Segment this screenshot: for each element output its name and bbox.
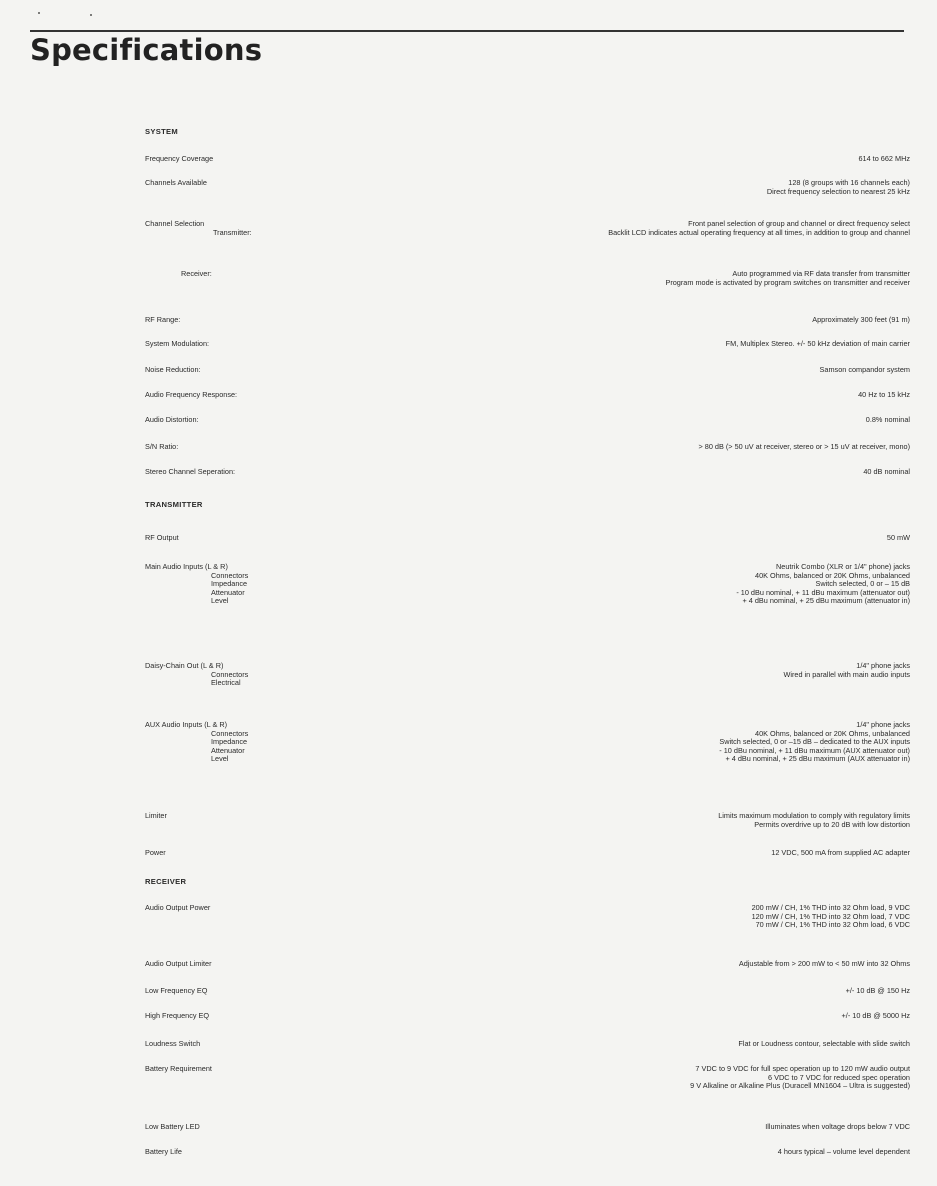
spec-sublabel-line: Connectors xyxy=(211,570,249,580)
spec-value-line: Auto programmed via RF data transfer from transmitter xyxy=(732,269,910,278)
spec-value-line: Program mode is activated by program switches on transmitter and receiver xyxy=(665,277,910,287)
spec-label-line: Audio Frequency Response: xyxy=(145,390,238,399)
spec-value-line: 1/4" phone jacks xyxy=(856,661,910,670)
spec-value xyxy=(690,1065,910,1091)
spec-value xyxy=(738,1040,910,1049)
spec-sublabel-line: Level xyxy=(211,754,229,764)
spec-value-line: Permits overdrive up to 20 dB with low distortion xyxy=(754,819,910,829)
spec-value-line: +/- 10 dB @ 150 Hz xyxy=(845,986,910,995)
spec-sublabel-line: Attenuator xyxy=(211,587,245,597)
spec-label xyxy=(145,391,237,400)
spec-label-line: Loudness Switch xyxy=(145,1039,201,1048)
spec-value xyxy=(783,662,910,679)
spec-value xyxy=(771,849,910,858)
spec-value xyxy=(812,316,910,325)
spec-sublabel-line: Transmitter: xyxy=(213,227,252,237)
spec-label-line: System Modulation: xyxy=(145,339,210,348)
page-title: Specifications xyxy=(30,33,263,67)
spec-label-line: Battery Requirement xyxy=(145,1064,212,1073)
spec-value xyxy=(778,1148,910,1157)
spec-value-line: 9 V Alkaline or Alkaline Plus (Duracell MN1604 – Ultra is suggested) xyxy=(690,1081,910,1091)
spec-value-line: Samson compandor system xyxy=(819,365,910,374)
spec-label xyxy=(145,849,166,858)
spec-label xyxy=(145,1148,182,1157)
spec-value-line: 120 mW / CH, 1% THD into 32 Ohm load, 7 VDC xyxy=(751,911,910,921)
spec-label xyxy=(145,721,248,764)
spec-value-line: +/- 10 dB @ 5000 Hz xyxy=(841,1011,910,1020)
spec-value xyxy=(767,179,910,196)
spec-value-line: 50 mW xyxy=(886,533,910,542)
spec-value-line: Switch selected, 0 or –15 dB – dedicated to the AUX inputs xyxy=(719,737,910,747)
spec-value xyxy=(719,721,910,764)
spec-value-line: + 4 dBu nominal, + 25 dBu maximum (AUX attenuator in) xyxy=(725,754,910,764)
section-heading: SYSTEM xyxy=(145,127,179,136)
spec-value-line: Wired in parallel with main audio inputs xyxy=(783,669,910,679)
spec-value-line: 40K Ohms, balanced or 20K Ohms, unbalanced xyxy=(755,728,910,738)
spec-label xyxy=(145,1012,209,1021)
spec-label xyxy=(145,443,178,452)
spec-label-line: Main Audio Inputs (L & R) xyxy=(145,562,228,571)
spec-label-line: Audio Distortion: xyxy=(145,415,199,424)
spec-value-line: 12 VDC, 500 mA from supplied AC adapter xyxy=(771,848,910,857)
section-heading: TRANSMITTER xyxy=(145,500,203,509)
spec-label xyxy=(145,366,201,375)
spec-label xyxy=(145,468,235,477)
spec-value-line: Front panel selection of group and channel or direct frequency select xyxy=(688,219,910,228)
spec-label xyxy=(145,1065,212,1074)
spec-value-line: Approximately 300 feet (91 m) xyxy=(812,315,910,324)
spec-value-line: 614 to 662 MHz xyxy=(858,154,910,163)
spec-value xyxy=(752,904,910,930)
spec-label-line: High Frequency EQ xyxy=(145,1011,210,1020)
spec-value xyxy=(698,443,910,452)
spec-label-line: Daisy-Chain Out (L & R) xyxy=(145,661,224,670)
spec-value xyxy=(765,1123,910,1132)
header-rule xyxy=(30,30,904,32)
spec-sublabel-line: Level xyxy=(211,596,229,606)
spec-label xyxy=(145,563,248,606)
spec-value-line: 200 mW / CH, 1% THD into 32 Ohm load, 9 VDC xyxy=(751,903,910,912)
spec-label xyxy=(145,155,213,164)
spec-sublabel-line: Electrical xyxy=(211,678,241,688)
spec-label xyxy=(145,179,207,188)
spec-label-line: Noise Reduction: xyxy=(145,365,201,374)
spec-label-line: Limiter xyxy=(145,811,167,820)
spec-label-line: RF Range: xyxy=(145,315,181,324)
spec-value xyxy=(739,960,910,969)
spec-value-line: 40K Ohms, balanced or 20K Ohms, unbalanced xyxy=(755,570,910,580)
spec-value xyxy=(846,987,910,996)
spec-value xyxy=(726,340,910,349)
spec-value xyxy=(858,391,910,400)
spec-value-line: Direct frequency selection to nearest 25 kHz xyxy=(766,186,910,196)
spec-label-line: Channels Available xyxy=(145,178,207,187)
spec-label xyxy=(145,340,209,349)
spec-label xyxy=(145,316,180,325)
spec-value-line: FM, Multiplex Stereo. +/- 50 kHz deviation of main carrier xyxy=(725,339,910,348)
spec-value xyxy=(718,812,910,829)
spec-value xyxy=(858,155,910,164)
spec-sublabel-line: Attenuator xyxy=(211,745,245,755)
spec-value-line: 40 Hz to 15 kHz xyxy=(858,390,910,399)
spec-label-line: Power xyxy=(145,848,166,857)
spec-value-line: - 10 dBu nominal, + 11 dBu maximum (attenuator out) xyxy=(736,587,910,597)
spec-label-line: Stereo Channel Seperation: xyxy=(145,467,236,476)
spec-sublabel-line: Connectors xyxy=(211,669,249,679)
spec-label-line: Audio Output Power xyxy=(145,903,211,912)
spec-value-line: Flat or Loudness contour, selectable with slide switch xyxy=(738,1039,910,1048)
spec-label xyxy=(145,960,212,969)
spec-label-line: S/N Ratio: xyxy=(145,442,179,451)
scan-speck xyxy=(38,12,40,14)
spec-value-line: 0.8% nominal xyxy=(865,415,910,424)
spec-sublabel-line: Connectors xyxy=(211,728,249,738)
spec-value-line: Limits maximum modulation to comply with regulatory limits xyxy=(718,811,910,820)
spec-label-line: Audio Output Limiter xyxy=(145,959,212,968)
spec-label-line: Battery Life xyxy=(145,1147,182,1156)
spec-label-line: Channel Selection xyxy=(145,219,205,228)
spec-value-line: + 4 dBu nominal, + 25 dBu maximum (attenuator in) xyxy=(742,596,910,606)
spec-label-line: Low Battery LED xyxy=(145,1122,200,1131)
spec-label xyxy=(145,220,252,237)
spec-label xyxy=(145,662,248,688)
spec-label xyxy=(145,1040,200,1049)
spec-sublabel-line: Impedance xyxy=(211,579,248,589)
spec-value-line: Switch selected, 0 or – 15 dB xyxy=(815,579,910,589)
spec-value-line: - 10 dBu nominal, + 11 dBu maximum (AUX attenuator out) xyxy=(719,745,910,755)
spec-value xyxy=(866,416,910,425)
spec-value-line: 70 mW / CH, 1% THD into 32 Ohm load, 6 VDC xyxy=(755,920,910,930)
spec-value xyxy=(887,534,910,543)
spec-value-line: 40 dB nominal xyxy=(863,467,910,476)
spec-value xyxy=(842,1012,910,1021)
spec-value-line: Adjustable from > 200 mW to < 50 mW into 32 Ohms xyxy=(738,959,910,968)
spec-label-line: RF Output xyxy=(145,533,179,542)
spec-value-line: 4 hours typical – volume level dependent xyxy=(777,1147,910,1156)
spec-sublabel-line: Impedance xyxy=(211,737,248,747)
scan-speck xyxy=(90,14,92,16)
spec-value xyxy=(608,220,910,237)
spec-value-line: Neutrik Combo (XLR or 1/4" phone) jacks xyxy=(776,562,910,571)
spec-label xyxy=(145,534,179,543)
spec-value xyxy=(863,468,910,477)
spec-value-line: 128 (8 groups with 16 channels each) xyxy=(788,178,910,187)
spec-label xyxy=(145,270,212,279)
spec-value-line: > 80 dB (> 50 uV at receiver, stereo or > 15 uV at receiver, mono) xyxy=(698,442,910,451)
spec-label-line: Low Frequency EQ xyxy=(145,986,208,995)
spec-label xyxy=(145,1123,200,1132)
spec-value-line: Illuminates when voltage drops below 7 VDC xyxy=(765,1122,910,1131)
spec-label xyxy=(145,987,207,996)
spec-label xyxy=(145,904,210,913)
spec-value xyxy=(665,270,910,287)
spec-label-line: Frequency Coverage xyxy=(145,154,214,163)
spec-label xyxy=(145,416,199,425)
spec-value xyxy=(820,366,910,375)
spec-label xyxy=(145,812,167,821)
section-heading: RECEIVER xyxy=(145,877,187,886)
spec-value-line: 1/4" phone jacks xyxy=(856,720,910,729)
spec-label-line: Receiver: xyxy=(181,269,212,278)
spec-label-line: AUX Audio Inputs (L & R) xyxy=(145,720,228,729)
spec-value-line: 7 VDC to 9 VDC for full spec operation up to 120 mW audio output xyxy=(695,1064,910,1073)
spec-value-line: 6 VDC to 7 VDC for reduced spec operation xyxy=(768,1072,910,1082)
spec-value xyxy=(736,563,910,606)
spec-value-line: Backlit LCD indicates actual operating frequency at all times, in addition to group and channel xyxy=(608,227,910,237)
